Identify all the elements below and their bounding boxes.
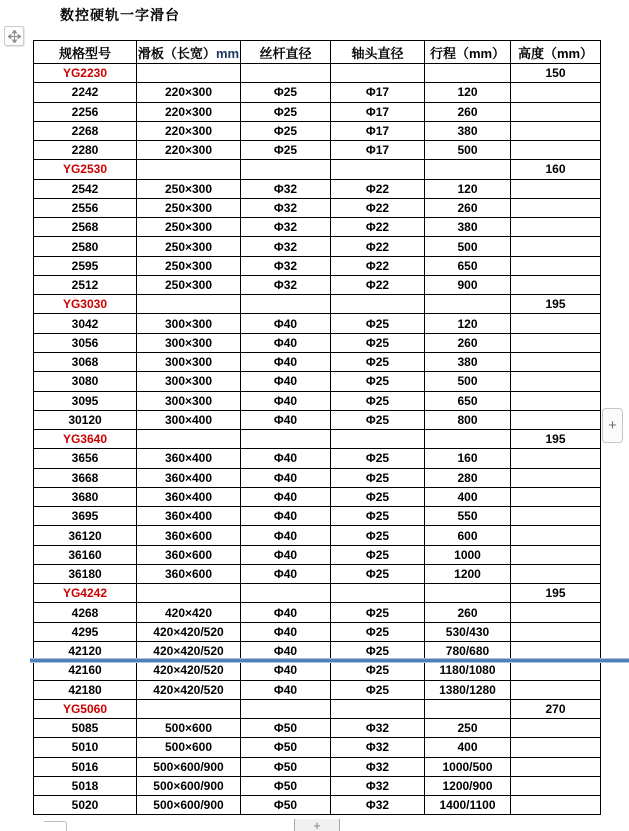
- table-row: [34, 757, 601, 776]
- screw-cell[interactable]: Φ50: [241, 796, 331, 815]
- shaft-cell[interactable]: [331, 430, 425, 449]
- stroke-cell[interactable]: [425, 64, 511, 83]
- plate-cell[interactable]: 250×300: [137, 256, 241, 275]
- table-row: [34, 622, 601, 641]
- plate-cell[interactable]: 300×400: [137, 410, 241, 429]
- height-cell[interactable]: [511, 545, 601, 564]
- plate-cell[interactable]: 220×300: [137, 121, 241, 140]
- plate-cell[interactable]: 250×300: [137, 179, 241, 198]
- height-cell[interactable]: [511, 738, 601, 757]
- section-row: [34, 64, 601, 83]
- plate-cell[interactable]: 250×300: [137, 198, 241, 217]
- plate-cell[interactable]: 300×300: [137, 372, 241, 391]
- table-row: [34, 661, 601, 680]
- shaft-cell[interactable]: Φ32: [331, 796, 425, 815]
- model-cell[interactable]: 5010: [34, 738, 137, 757]
- stroke-cell[interactable]: [425, 699, 511, 718]
- screw-cell[interactable]: Φ40: [241, 603, 331, 622]
- screw-cell[interactable]: Φ32: [241, 218, 331, 237]
- stroke-cell[interactable]: 600: [425, 526, 511, 545]
- table-move-handle[interactable]: [4, 26, 24, 46]
- height-cell[interactable]: [511, 275, 601, 294]
- model-cell[interactable]: YG2530: [34, 160, 137, 179]
- plate-cell[interactable]: 420×420/520: [137, 641, 241, 660]
- shaft-cell[interactable]: Φ25: [331, 372, 425, 391]
- shaft-cell[interactable]: Φ22: [331, 256, 425, 275]
- table-row: [34, 218, 601, 237]
- plate-cell[interactable]: 300×300: [137, 333, 241, 352]
- stroke-cell[interactable]: 650: [425, 391, 511, 410]
- model-cell[interactable]: 36120: [34, 526, 137, 545]
- shaft-cell[interactable]: Φ22: [331, 179, 425, 198]
- product-spec-table: [33, 40, 601, 815]
- screw-cell[interactable]: Φ40: [241, 661, 331, 680]
- header-label: 行程（mm）: [429, 45, 506, 61]
- screw-cell[interactable]: Φ40: [241, 564, 331, 583]
- height-cell[interactable]: [511, 487, 601, 506]
- table-row: [34, 372, 601, 391]
- stroke-cell[interactable]: 1200/900: [425, 776, 511, 795]
- stroke-cell[interactable]: 650: [425, 256, 511, 275]
- model-cell[interactable]: 42120: [34, 641, 137, 660]
- shaft-cell[interactable]: Φ25: [331, 468, 425, 487]
- screw-cell[interactable]: Φ25: [241, 121, 331, 140]
- table-row: [34, 719, 601, 738]
- plate-cell[interactable]: 300×300: [137, 352, 241, 371]
- screw-cell[interactable]: Φ40: [241, 391, 331, 410]
- screw-cell[interactable]: [241, 160, 331, 179]
- model-cell[interactable]: 3080: [34, 372, 137, 391]
- plate-cell[interactable]: 420×420/520: [137, 661, 241, 680]
- height-cell[interactable]: [511, 622, 601, 641]
- stroke-cell[interactable]: 530/430: [425, 622, 511, 641]
- section-row: [34, 295, 601, 314]
- plate-cell[interactable]: [137, 430, 241, 449]
- table-row: [34, 449, 601, 468]
- stroke-cell[interactable]: 1180/1080: [425, 661, 511, 680]
- screw-cell[interactable]: [241, 584, 331, 603]
- height-cell[interactable]: [511, 352, 601, 371]
- screw-cell[interactable]: Φ40: [241, 641, 331, 660]
- stroke-cell[interactable]: [425, 160, 511, 179]
- screw-cell[interactable]: Φ40: [241, 410, 331, 429]
- header-label: 滑板（长宽）: [137, 45, 216, 61]
- table-row: [34, 237, 601, 256]
- table-row: [34, 738, 601, 757]
- shaft-cell[interactable]: Φ25: [331, 487, 425, 506]
- model-cell[interactable]: 2256: [34, 102, 137, 121]
- screw-cell[interactable]: Φ50: [241, 738, 331, 757]
- table-row: [34, 680, 601, 699]
- screw-cell[interactable]: [241, 64, 331, 83]
- height-cell[interactable]: [511, 102, 601, 121]
- stroke-cell[interactable]: 1380/1280: [425, 680, 511, 699]
- plate-cell[interactable]: 360×400: [137, 449, 241, 468]
- stroke-cell[interactable]: 260: [425, 102, 511, 121]
- model-cell[interactable]: 30120: [34, 410, 137, 429]
- stroke-cell[interactable]: 380: [425, 352, 511, 371]
- plate-cell[interactable]: 360×400: [137, 507, 241, 526]
- table-row: [34, 275, 601, 294]
- height-cell[interactable]: [511, 333, 601, 352]
- plate-cell[interactable]: 360×600: [137, 545, 241, 564]
- stroke-cell[interactable]: 120: [425, 314, 511, 333]
- plate-cell[interactable]: 360×400: [137, 468, 241, 487]
- stroke-cell[interactable]: 550: [425, 507, 511, 526]
- height-cell[interactable]: [511, 564, 601, 583]
- page-title[interactable]: 数控硬轨一字滑台: [60, 7, 180, 23]
- column-header[interactable]: [34, 41, 137, 64]
- plate-cell[interactable]: 360×600: [137, 526, 241, 545]
- plate-cell[interactable]: [137, 160, 241, 179]
- stroke-cell[interactable]: 380: [425, 218, 511, 237]
- model-cell[interactable]: 5085: [34, 719, 137, 738]
- screw-cell[interactable]: Φ32: [241, 256, 331, 275]
- table-row: [34, 507, 601, 526]
- blue-divider-line: [30, 658, 629, 663]
- shaft-cell[interactable]: Φ25: [331, 603, 425, 622]
- stroke-cell[interactable]: 120: [425, 179, 511, 198]
- stroke-cell[interactable]: 1000/500: [425, 757, 511, 776]
- shaft-cell[interactable]: Φ25: [331, 507, 425, 526]
- plate-cell[interactable]: 300×300: [137, 314, 241, 333]
- section-row: [34, 160, 601, 179]
- stroke-cell[interactable]: 500: [425, 372, 511, 391]
- model-cell[interactable]: 42180: [34, 680, 137, 699]
- stroke-cell[interactable]: 120: [425, 83, 511, 102]
- height-cell[interactable]: [511, 256, 601, 275]
- model-cell[interactable]: 2268: [34, 121, 137, 140]
- header-row: [34, 41, 601, 64]
- plate-cell[interactable]: [137, 64, 241, 83]
- stroke-cell[interactable]: 1400/1100: [425, 796, 511, 815]
- shaft-cell[interactable]: Φ25: [331, 352, 425, 371]
- stroke-cell[interactable]: [425, 295, 511, 314]
- height-cell[interactable]: [511, 507, 601, 526]
- stroke-cell[interactable]: 400: [425, 487, 511, 506]
- stroke-cell[interactable]: [425, 430, 511, 449]
- height-cell[interactable]: [511, 83, 601, 102]
- header-label: 轴头直径: [351, 45, 404, 61]
- model-cell[interactable]: 36160: [34, 545, 137, 564]
- screw-cell[interactable]: Φ25: [241, 141, 331, 160]
- screw-cell[interactable]: Φ40: [241, 468, 331, 487]
- move-cross-icon: [8, 30, 21, 43]
- table-row: [34, 603, 601, 622]
- model-cell[interactable]: 2580: [34, 237, 137, 256]
- shaft-cell[interactable]: Φ32: [331, 719, 425, 738]
- table-row: [34, 121, 601, 140]
- model-cell[interactable]: 3068: [34, 352, 137, 371]
- model-cell[interactable]: 2512: [34, 275, 137, 294]
- plate-cell[interactable]: [137, 584, 241, 603]
- plate-cell[interactable]: 360×600: [137, 564, 241, 583]
- stroke-cell[interactable]: 260: [425, 198, 511, 217]
- model-cell[interactable]: YG4242: [34, 584, 137, 603]
- table-row: [34, 102, 601, 121]
- model-cell[interactable]: YG3030: [34, 295, 137, 314]
- model-cell[interactable]: 3095: [34, 391, 137, 410]
- stroke-cell[interactable]: 500: [425, 141, 511, 160]
- height-cell[interactable]: [511, 449, 601, 468]
- section-row: [34, 699, 601, 718]
- model-cell[interactable]: 2568: [34, 218, 137, 237]
- height-cell[interactable]: 195: [511, 430, 601, 449]
- model-cell[interactable]: 3056: [34, 333, 137, 352]
- table-row: [34, 526, 601, 545]
- screw-cell[interactable]: Φ50: [241, 757, 331, 776]
- plate-cell[interactable]: 300×300: [137, 391, 241, 410]
- screw-cell[interactable]: Φ40: [241, 526, 331, 545]
- screw-cell[interactable]: Φ40: [241, 372, 331, 391]
- height-cell[interactable]: [511, 776, 601, 795]
- table-row: [34, 487, 601, 506]
- stroke-cell[interactable]: [425, 584, 511, 603]
- stroke-cell[interactable]: 1000: [425, 545, 511, 564]
- model-cell[interactable]: 3656: [34, 449, 137, 468]
- table-row: [34, 83, 601, 102]
- height-cell[interactable]: [511, 719, 601, 738]
- height-cell[interactable]: 150: [511, 64, 601, 83]
- stroke-cell[interactable]: 260: [425, 333, 511, 352]
- plate-cell[interactable]: [137, 295, 241, 314]
- model-cell[interactable]: YG5060: [34, 699, 137, 718]
- plate-cell[interactable]: 420×420/520: [137, 680, 241, 699]
- partial-handle-outline: [44, 821, 67, 831]
- screw-cell[interactable]: [241, 699, 331, 718]
- plate-cell[interactable]: 500×600/900: [137, 776, 241, 795]
- shaft-cell[interactable]: Φ25: [331, 391, 425, 410]
- model-cell[interactable]: 5016: [34, 757, 137, 776]
- screw-cell[interactable]: Φ32: [241, 179, 331, 198]
- screw-cell[interactable]: Φ40: [241, 314, 331, 333]
- plate-cell[interactable]: 220×300: [137, 102, 241, 121]
- plate-cell[interactable]: 360×400: [137, 487, 241, 506]
- stroke-cell[interactable]: 260: [425, 603, 511, 622]
- height-cell[interactable]: [511, 526, 601, 545]
- height-cell[interactable]: [511, 391, 601, 410]
- height-cell[interactable]: 270: [511, 699, 601, 718]
- model-cell[interactable]: 2242: [34, 83, 137, 102]
- table-row: [34, 545, 601, 564]
- table-row: [34, 776, 601, 795]
- height-cell[interactable]: [511, 218, 601, 237]
- stroke-cell[interactable]: 400: [425, 738, 511, 757]
- height-cell[interactable]: [511, 372, 601, 391]
- plate-cell[interactable]: 500×600: [137, 719, 241, 738]
- screw-cell[interactable]: Φ40: [241, 680, 331, 699]
- screw-cell[interactable]: Φ40: [241, 507, 331, 526]
- shaft-cell[interactable]: Φ22: [331, 198, 425, 217]
- height-cell[interactable]: [511, 141, 601, 160]
- table-row: [34, 410, 601, 429]
- shaft-cell[interactable]: Φ25: [331, 333, 425, 352]
- shaft-cell[interactable]: Φ25: [331, 564, 425, 583]
- model-cell[interactable]: 42160: [34, 661, 137, 680]
- stroke-cell[interactable]: 780/680: [425, 641, 511, 660]
- plate-cell[interactable]: 500×600: [137, 738, 241, 757]
- model-cell[interactable]: 3668: [34, 468, 137, 487]
- table-row: [34, 564, 601, 583]
- plate-cell[interactable]: 220×300: [137, 83, 241, 102]
- plate-cell[interactable]: 420×420/520: [137, 622, 241, 641]
- screw-cell[interactable]: Φ25: [241, 102, 331, 121]
- height-cell[interactable]: 160: [511, 160, 601, 179]
- model-cell[interactable]: 3042: [34, 314, 137, 333]
- add-row-button-right[interactable]: +: [602, 408, 623, 443]
- plate-cell[interactable]: 420×420: [137, 603, 241, 622]
- shaft-cell[interactable]: Φ25: [331, 545, 425, 564]
- model-cell[interactable]: 4268: [34, 603, 137, 622]
- model-cell[interactable]: 5020: [34, 796, 137, 815]
- shaft-cell[interactable]: Φ25: [331, 680, 425, 699]
- column-header[interactable]: [137, 41, 241, 64]
- shaft-cell[interactable]: Φ25: [331, 449, 425, 468]
- screw-cell[interactable]: Φ50: [241, 776, 331, 795]
- column-header[interactable]: [331, 41, 425, 64]
- shaft-cell[interactable]: Φ25: [331, 526, 425, 545]
- shaft-cell[interactable]: [331, 295, 425, 314]
- stroke-cell[interactable]: 280: [425, 468, 511, 487]
- shaft-cell[interactable]: Φ17: [331, 121, 425, 140]
- screw-cell[interactable]: Φ32: [241, 275, 331, 294]
- screw-cell[interactable]: Φ50: [241, 719, 331, 738]
- model-cell[interactable]: 3680: [34, 487, 137, 506]
- shaft-cell[interactable]: Φ25: [331, 661, 425, 680]
- height-cell[interactable]: [511, 603, 601, 622]
- height-cell[interactable]: [511, 796, 601, 815]
- model-cell[interactable]: 5018: [34, 776, 137, 795]
- plate-cell[interactable]: 500×600/900: [137, 796, 241, 815]
- screw-cell[interactable]: Φ32: [241, 237, 331, 256]
- table-body: [34, 64, 601, 815]
- table-row: [34, 468, 601, 487]
- stroke-cell[interactable]: 380: [425, 121, 511, 140]
- model-cell[interactable]: 36180: [34, 564, 137, 583]
- plate-cell[interactable]: 250×300: [137, 218, 241, 237]
- height-cell[interactable]: [511, 468, 601, 487]
- screw-cell[interactable]: [241, 430, 331, 449]
- height-cell[interactable]: [511, 757, 601, 776]
- screw-cell[interactable]: Φ40: [241, 449, 331, 468]
- table-row: [34, 256, 601, 275]
- column-header[interactable]: [511, 41, 601, 64]
- height-cell[interactable]: 195: [511, 584, 601, 603]
- stroke-cell[interactable]: 160: [425, 449, 511, 468]
- model-cell[interactable]: 2280: [34, 141, 137, 160]
- screw-cell[interactable]: Φ40: [241, 545, 331, 564]
- screw-cell[interactable]: [241, 295, 331, 314]
- header-label: 高度（mm）: [517, 45, 594, 61]
- shaft-cell[interactable]: Φ22: [331, 275, 425, 294]
- header-unit: mm: [215, 45, 240, 61]
- shaft-cell[interactable]: Φ22: [331, 237, 425, 256]
- shaft-cell[interactable]: Φ32: [331, 776, 425, 795]
- shaft-cell[interactable]: [331, 699, 425, 718]
- model-cell[interactable]: 4295: [34, 622, 137, 641]
- shaft-cell[interactable]: Φ17: [331, 83, 425, 102]
- table-row: [34, 796, 601, 815]
- height-cell[interactable]: [511, 410, 601, 429]
- plate-cell[interactable]: 250×300: [137, 275, 241, 294]
- plate-cell[interactable]: 250×300: [137, 237, 241, 256]
- model-cell[interactable]: 3695: [34, 507, 137, 526]
- screw-cell[interactable]: Φ40: [241, 487, 331, 506]
- height-cell[interactable]: [511, 121, 601, 140]
- shaft-cell[interactable]: Φ17: [331, 141, 425, 160]
- stroke-cell[interactable]: 800: [425, 410, 511, 429]
- shaft-cell[interactable]: Φ25: [331, 410, 425, 429]
- column-header[interactable]: [241, 41, 331, 64]
- stroke-cell[interactable]: 500: [425, 237, 511, 256]
- header-label: 丝杆直径: [259, 45, 312, 61]
- height-cell[interactable]: [511, 314, 601, 333]
- height-cell[interactable]: [511, 680, 601, 699]
- model-cell[interactable]: 2595: [34, 256, 137, 275]
- table-row: [34, 141, 601, 160]
- height-cell[interactable]: [511, 237, 601, 256]
- screw-cell[interactable]: Φ40: [241, 352, 331, 371]
- section-row: [34, 430, 601, 449]
- table-row: [34, 198, 601, 217]
- screw-cell[interactable]: Φ25: [241, 83, 331, 102]
- shaft-cell[interactable]: Φ32: [331, 738, 425, 757]
- model-cell[interactable]: YG3640: [34, 430, 137, 449]
- height-cell[interactable]: 195: [511, 295, 601, 314]
- shaft-cell[interactable]: Φ25: [331, 641, 425, 660]
- height-cell[interactable]: [511, 179, 601, 198]
- shaft-cell[interactable]: Φ32: [331, 757, 425, 776]
- shaft-cell[interactable]: [331, 160, 425, 179]
- stroke-cell[interactable]: 1200: [425, 564, 511, 583]
- model-cell[interactable]: 2556: [34, 198, 137, 217]
- table-row: [34, 391, 601, 410]
- plate-cell[interactable]: 220×300: [137, 141, 241, 160]
- model-cell[interactable]: YG2230: [34, 64, 137, 83]
- height-cell[interactable]: [511, 661, 601, 680]
- add-button-bottom[interactable]: +: [294, 819, 340, 831]
- table-row: [34, 314, 601, 333]
- plate-cell[interactable]: [137, 699, 241, 718]
- shaft-cell[interactable]: Φ25: [331, 314, 425, 333]
- table-row: [34, 179, 601, 198]
- shaft-cell[interactable]: Φ22: [331, 218, 425, 237]
- table-row: [34, 352, 601, 371]
- table-row: [34, 333, 601, 352]
- model-cell[interactable]: 2542: [34, 179, 137, 198]
- column-header[interactable]: [425, 41, 511, 64]
- plate-cell[interactable]: 500×600/900: [137, 757, 241, 776]
- section-row: [34, 584, 601, 603]
- shaft-cell[interactable]: Φ17: [331, 102, 425, 121]
- screw-cell[interactable]: Φ40: [241, 333, 331, 352]
- shaft-cell[interactable]: [331, 64, 425, 83]
- stroke-cell[interactable]: 250: [425, 719, 511, 738]
- stroke-cell[interactable]: 900: [425, 275, 511, 294]
- screw-cell[interactable]: Φ40: [241, 622, 331, 641]
- header-label: 规格型号: [58, 45, 111, 61]
- shaft-cell[interactable]: Φ25: [331, 622, 425, 641]
- screw-cell[interactable]: Φ32: [241, 198, 331, 217]
- shaft-cell[interactable]: [331, 584, 425, 603]
- height-cell[interactable]: [511, 198, 601, 217]
